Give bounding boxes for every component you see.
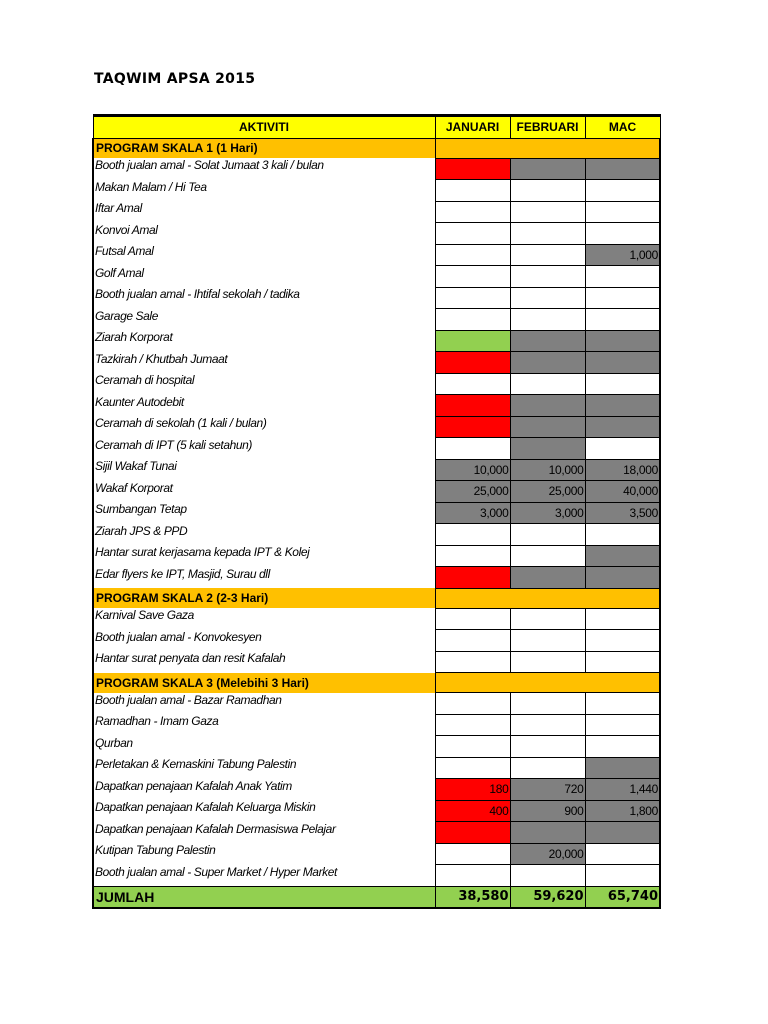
mac-cell[interactable]: 1,440 [585, 779, 660, 801]
januari-cell[interactable]: 180 [435, 779, 510, 801]
table-row [93, 287, 660, 309]
mac-cell[interactable] [585, 524, 660, 546]
table-row [93, 822, 660, 844]
activity-cell[interactable]: Ziarah Korporat [93, 330, 435, 352]
februari-cell[interactable] [510, 416, 585, 438]
januari-cell[interactable] [435, 244, 510, 266]
header-mac: MAC [585, 116, 660, 139]
activity-cell[interactable]: Ceramah di IPT (5 kali setahun) [93, 438, 435, 460]
mac-cell[interactable] [585, 287, 660, 309]
section-row [93, 673, 660, 693]
mac-cell[interactable] [585, 757, 660, 779]
calendar-table [92, 114, 661, 909]
header-januari: JANUARI [435, 116, 510, 139]
activity-cell[interactable]: Futsal Amal [93, 244, 435, 266]
activity-cell[interactable]: Wakaf Korporat [93, 481, 435, 503]
mac-cell[interactable] [585, 736, 660, 758]
mac-cell[interactable] [585, 822, 660, 844]
mac-cell[interactable]: 40,000 [585, 481, 660, 503]
februari-cell[interactable] [510, 757, 585, 779]
section-fill-cell[interactable] [435, 138, 660, 158]
mac-cell[interactable] [585, 180, 660, 202]
januari-cell[interactable] [435, 395, 510, 417]
februari-cell[interactable] [510, 736, 585, 758]
mac-cell[interactable] [585, 330, 660, 352]
table-row [93, 158, 660, 180]
activity-cell[interactable]: Konvoi Amal [93, 223, 435, 245]
table-row [93, 651, 660, 673]
activity-cell[interactable]: Booth jualan amal - Solat Jumaat 3 kali / bulan [93, 158, 435, 180]
total-februari[interactable]: 59,620 [510, 886, 585, 908]
section-label[interactable]: PROGRAM SKALA 1 (1 Hari) [93, 138, 435, 158]
mac-cell[interactable] [585, 865, 660, 887]
mac-cell[interactable] [585, 438, 660, 460]
februari-cell[interactable]: 25,000 [510, 481, 585, 503]
table-row [93, 843, 660, 865]
januari-cell[interactable] [435, 158, 510, 180]
activity-cell[interactable]: Ceramah di sekolah (1 kali / bulan) [93, 416, 435, 438]
januari-cell[interactable] [435, 693, 510, 715]
table-row [93, 352, 660, 374]
januari-cell[interactable] [435, 223, 510, 245]
februari-cell[interactable] [510, 438, 585, 460]
januari-cell[interactable] [435, 822, 510, 844]
februari-cell[interactable] [510, 395, 585, 417]
table-row [93, 201, 660, 223]
mac-cell[interactable]: 3,500 [585, 502, 660, 524]
table-row [93, 736, 660, 758]
activity-cell[interactable]: Kutipan Tabung Palestin [93, 843, 435, 865]
mac-cell[interactable] [585, 651, 660, 673]
mac-cell[interactable] [585, 352, 660, 374]
mac-cell[interactable] [585, 843, 660, 865]
activity-cell[interactable]: Edar flyers ke IPT, Masjid, Surau dll [93, 567, 435, 589]
activity-cell[interactable]: Dapatkan penajaan Kafalah Dermasiswa Pelajar [93, 822, 435, 844]
januari-cell[interactable] [435, 757, 510, 779]
januari-cell[interactable] [435, 843, 510, 865]
januari-cell[interactable]: 10,000 [435, 459, 510, 481]
table-row [93, 244, 660, 266]
activity-cell[interactable]: Kaunter Autodebit [93, 395, 435, 417]
activity-cell[interactable]: Booth jualan amal - Ihtifal sekolah / tadika [93, 287, 435, 309]
januari-cell[interactable] [435, 416, 510, 438]
januari-cell[interactable] [435, 352, 510, 374]
februari-cell[interactable] [510, 180, 585, 202]
februari-cell[interactable]: 720 [510, 779, 585, 801]
total-row [93, 886, 660, 908]
januari-cell[interactable]: 400 [435, 800, 510, 822]
januari-cell[interactable] [435, 524, 510, 546]
activity-cell[interactable]: Sijil Wakaf Tunai [93, 459, 435, 481]
section-row [93, 588, 660, 608]
mac-cell[interactable]: 18,000 [585, 459, 660, 481]
section-row [93, 138, 660, 158]
januari-cell[interactable] [435, 567, 510, 589]
total-label[interactable]: JUMLAH [93, 886, 435, 908]
februari-cell[interactable] [510, 201, 585, 223]
februari-cell[interactable] [510, 545, 585, 567]
februari-cell[interactable] [510, 865, 585, 887]
table-row [93, 481, 660, 503]
activity-cell[interactable]: Karnival Save Gaza [93, 608, 435, 630]
februari-cell[interactable] [510, 524, 585, 546]
februari-cell[interactable] [510, 244, 585, 266]
januari-cell[interactable] [435, 651, 510, 673]
table-row [93, 693, 660, 715]
januari-cell[interactable] [435, 287, 510, 309]
activity-cell[interactable]: Sumbangan Tetap [93, 502, 435, 524]
januari-cell[interactable] [435, 330, 510, 352]
section-fill-cell[interactable] [435, 588, 660, 608]
total-januari[interactable]: 38,580 [435, 886, 510, 908]
januari-cell[interactable] [435, 309, 510, 331]
activity-cell[interactable]: Ramadhan - Imam Gaza [93, 714, 435, 736]
januari-cell[interactable] [435, 180, 510, 202]
mac-cell[interactable]: 1,800 [585, 800, 660, 822]
januari-cell[interactable] [435, 736, 510, 758]
section-label[interactable]: PROGRAM SKALA 2 (2-3 Hari) [93, 588, 435, 608]
table-row [93, 459, 660, 481]
table-row [93, 266, 660, 288]
februari-cell[interactable] [510, 287, 585, 309]
table-row [93, 757, 660, 779]
februari-cell[interactable] [510, 630, 585, 652]
table-header [93, 116, 660, 139]
table-row [93, 800, 660, 822]
section-fill-cell[interactable] [435, 673, 660, 693]
activity-cell[interactable]: Dapatkan penajaan Kafalah Anak Yatim [93, 779, 435, 801]
header-aktiviti: AKTIVITI [93, 116, 435, 139]
mac-cell[interactable] [585, 223, 660, 245]
activity-cell[interactable]: Golf Amal [93, 266, 435, 288]
januari-cell[interactable] [435, 630, 510, 652]
activity-cell[interactable]: Hantar surat penyata dan resit Kafalah [93, 651, 435, 673]
januari-cell[interactable] [435, 373, 510, 395]
activity-cell[interactable]: Booth jualan amal - Super Market / Hyper Market [93, 865, 435, 887]
februari-cell[interactable] [510, 330, 585, 352]
januari-cell[interactable] [435, 865, 510, 887]
table-row [93, 309, 660, 331]
februari-cell[interactable]: 900 [510, 800, 585, 822]
header-februari: FEBRUARI [510, 116, 585, 139]
februari-cell[interactable]: 20,000 [510, 843, 585, 865]
table-row [93, 779, 660, 801]
februari-cell[interactable] [510, 567, 585, 589]
table-row [93, 416, 660, 438]
februari-cell[interactable] [510, 309, 585, 331]
januari-cell[interactable] [435, 545, 510, 567]
activity-cell[interactable]: Ziarah JPS & PPD [93, 524, 435, 546]
activity-cell[interactable]: Tazkirah / Khutbah Jumaat [93, 352, 435, 374]
februari-cell[interactable] [510, 223, 585, 245]
sheet-title: TAQWIM APSA 2015 [94, 71, 256, 87]
table-row [93, 524, 660, 546]
activity-cell[interactable]: Makan Malam / Hi Tea [93, 180, 435, 202]
februari-cell[interactable] [510, 693, 585, 715]
januari-cell[interactable] [435, 608, 510, 630]
januari-cell[interactable] [435, 266, 510, 288]
activity-cell[interactable]: Hantar surat kerjasama kepada IPT & Kolej [93, 545, 435, 567]
activity-cell[interactable]: Booth jualan amal - Konvokesyen [93, 630, 435, 652]
februari-cell[interactable] [510, 608, 585, 630]
februari-cell[interactable] [510, 158, 585, 180]
februari-cell[interactable] [510, 651, 585, 673]
activity-cell[interactable]: Booth jualan amal - Bazar Ramadhan [93, 693, 435, 715]
mac-cell[interactable] [585, 567, 660, 589]
mac-cell[interactable] [585, 266, 660, 288]
activity-cell[interactable]: Garage Sale [93, 309, 435, 331]
table-row [93, 330, 660, 352]
mac-cell[interactable] [585, 309, 660, 331]
table-row [93, 567, 660, 589]
table-row [93, 373, 660, 395]
activity-cell[interactable]: Ceramah di hospital [93, 373, 435, 395]
februari-cell[interactable] [510, 373, 585, 395]
mac-cell[interactable] [585, 693, 660, 715]
activity-cell[interactable]: Iftar Amal [93, 201, 435, 223]
table-row [93, 608, 660, 630]
mac-cell[interactable] [585, 373, 660, 395]
table-row [93, 180, 660, 202]
januari-cell[interactable] [435, 438, 510, 460]
mac-cell[interactable] [585, 545, 660, 567]
mac-cell[interactable] [585, 714, 660, 736]
activity-cell[interactable]: Dapatkan penajaan Kafalah Keluarga Miskin [93, 800, 435, 822]
februari-cell[interactable] [510, 822, 585, 844]
table-row [93, 502, 660, 524]
mac-cell[interactable] [585, 608, 660, 630]
activity-cell[interactable]: Perletakan & Kemaskini Tabung Palestin [93, 757, 435, 779]
table-row [93, 395, 660, 417]
januari-cell[interactable]: 25,000 [435, 481, 510, 503]
februari-cell[interactable] [510, 714, 585, 736]
table-row [93, 714, 660, 736]
table-row [93, 438, 660, 460]
februari-cell[interactable] [510, 266, 585, 288]
mac-cell[interactable] [585, 395, 660, 417]
table-row [93, 545, 660, 567]
mac-cell[interactable] [585, 158, 660, 180]
januari-cell[interactable] [435, 714, 510, 736]
mac-cell[interactable] [585, 201, 660, 223]
januari-cell[interactable] [435, 201, 510, 223]
table-body [93, 138, 660, 908]
februari-cell[interactable]: 3,000 [510, 502, 585, 524]
total-mac[interactable]: 65,740 [585, 886, 660, 908]
februari-cell[interactable] [510, 352, 585, 374]
table-row [93, 223, 660, 245]
mac-cell[interactable] [585, 416, 660, 438]
mac-cell[interactable] [585, 630, 660, 652]
februari-cell[interactable]: 10,000 [510, 459, 585, 481]
table-row [93, 865, 660, 887]
activity-cell[interactable]: Qurban [93, 736, 435, 758]
mac-cell[interactable]: 1,000 [585, 244, 660, 266]
table-row [93, 630, 660, 652]
januari-cell[interactable]: 3,000 [435, 502, 510, 524]
section-label[interactable]: PROGRAM SKALA 3 (Melebihi 3 Hari) [93, 673, 435, 693]
